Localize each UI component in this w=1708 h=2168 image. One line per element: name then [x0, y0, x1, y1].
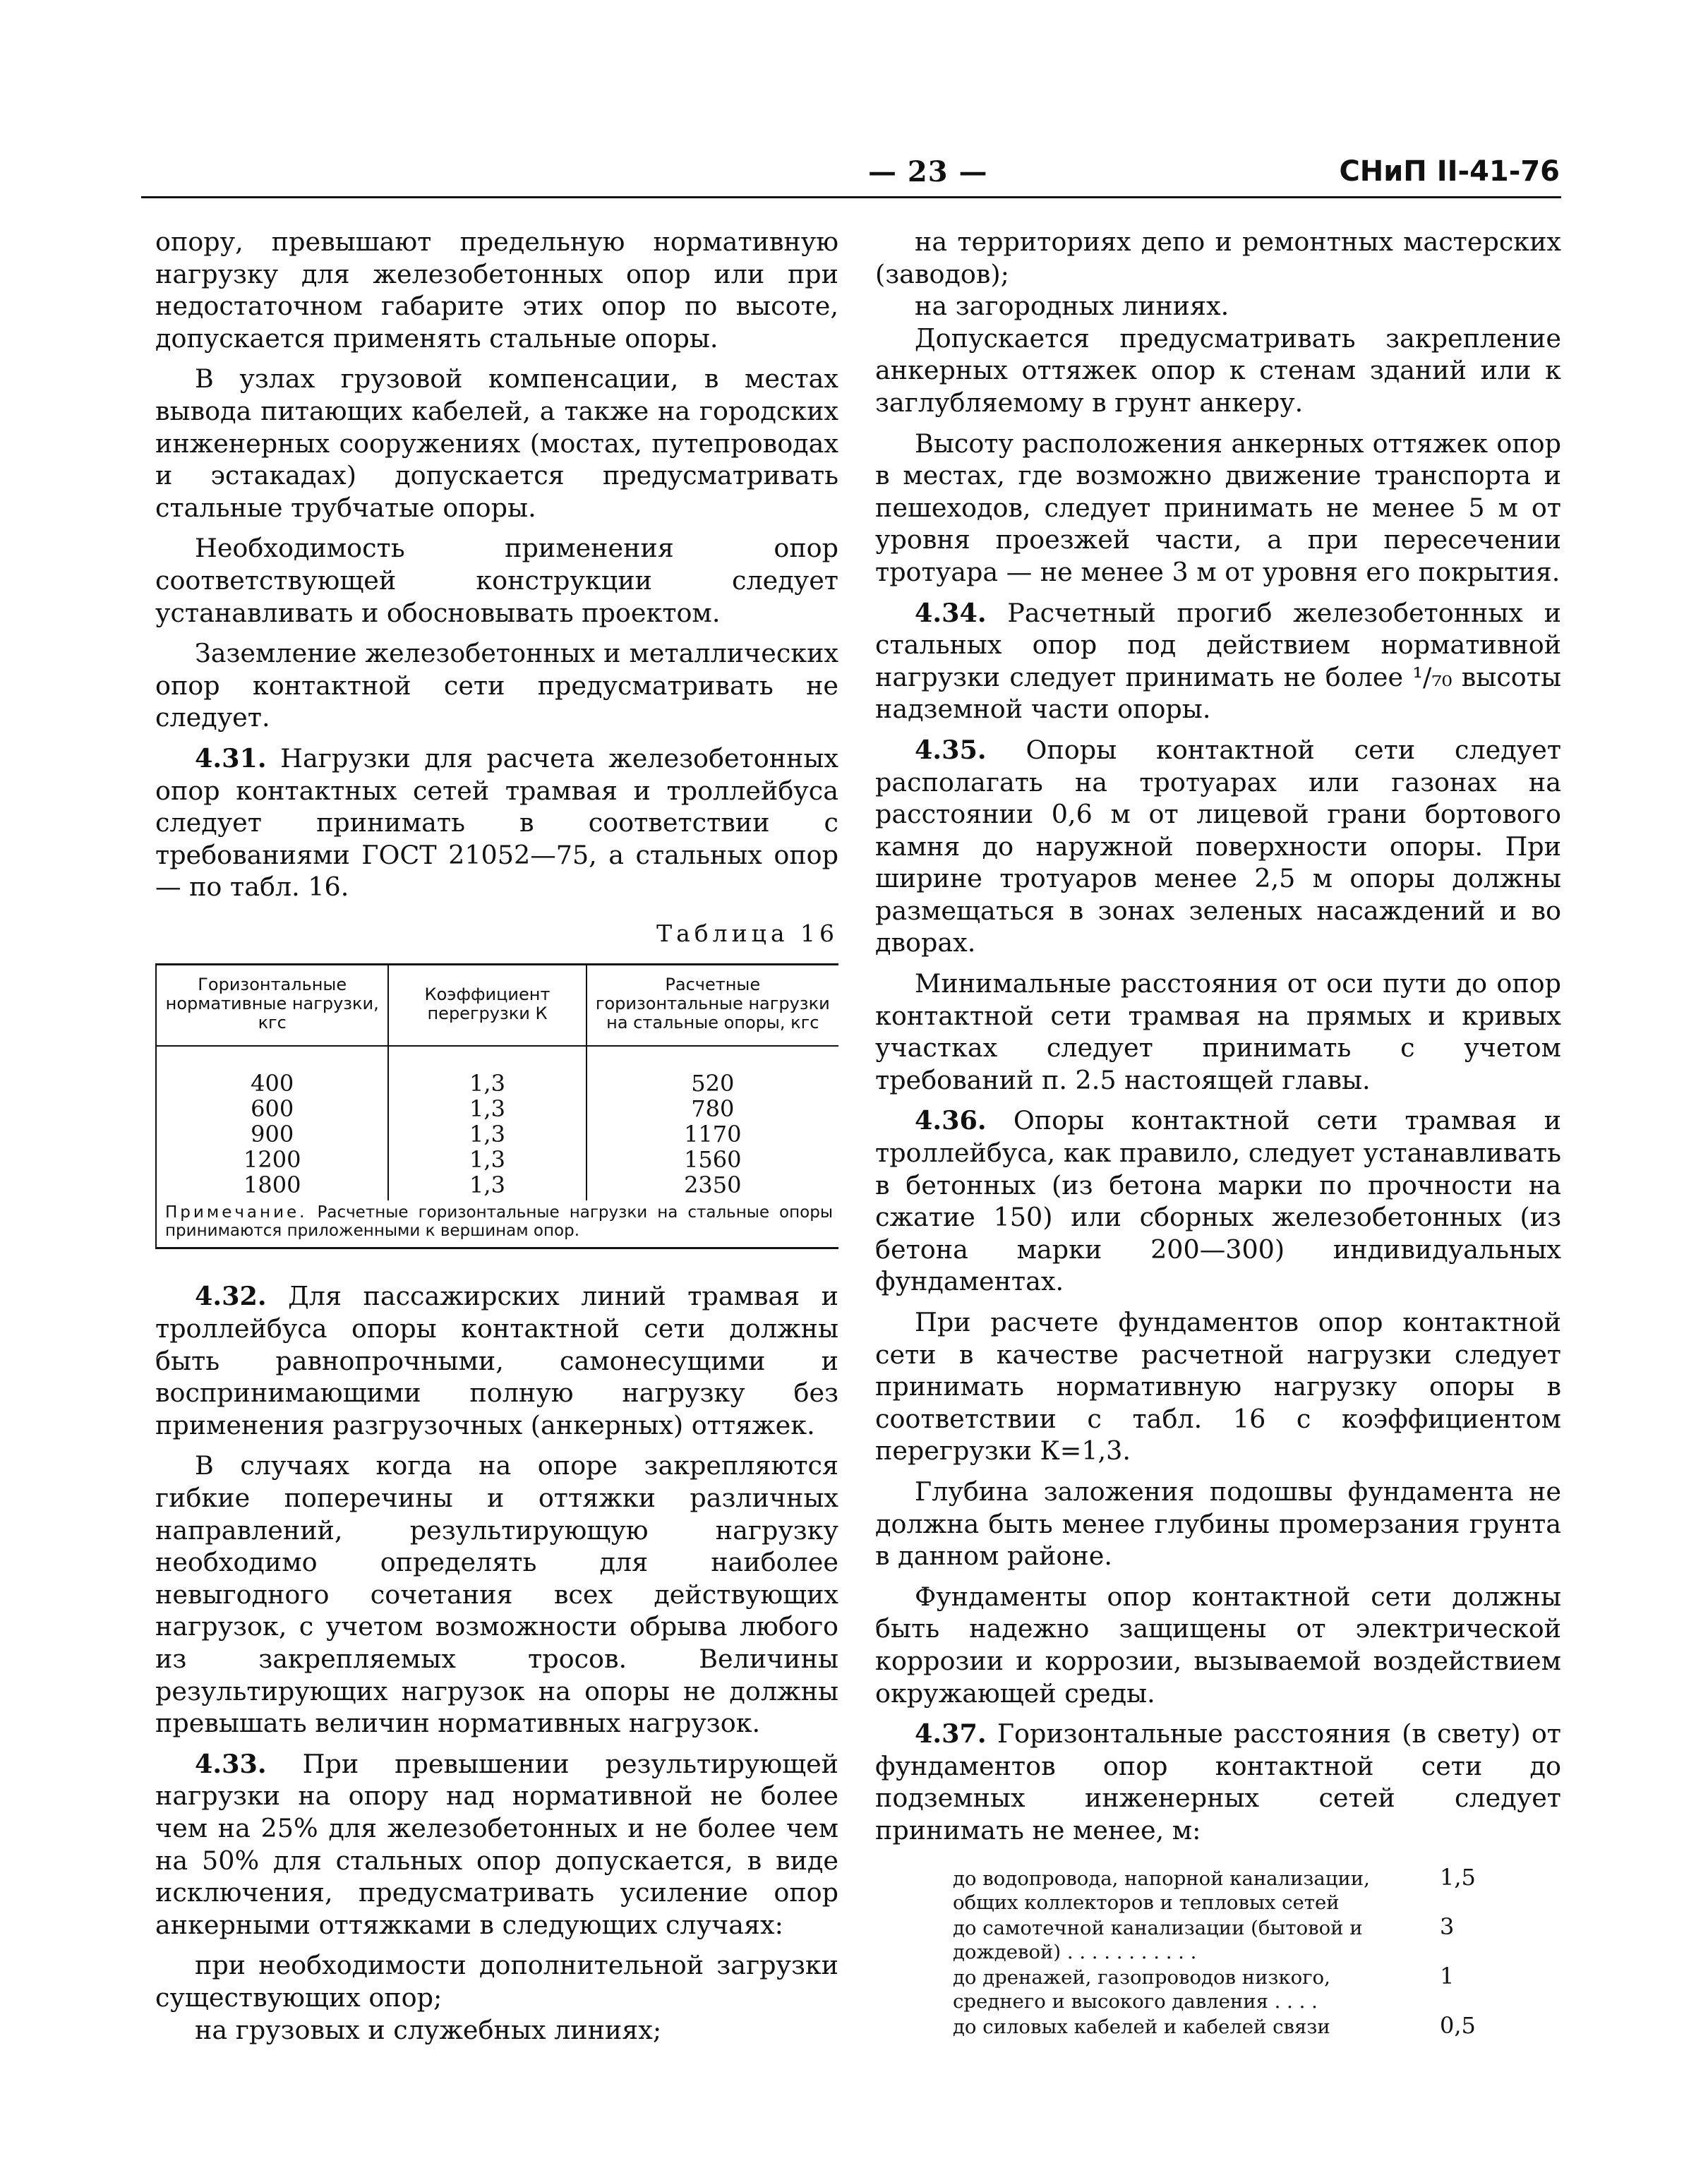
paragraph: Необходимость применения опор соответствующей конструкции следует устанавливать и обосновывать проектом. — [155, 533, 838, 628]
table-cell: 600 — [157, 1096, 388, 1121]
clause-number: 4.32. — [195, 1281, 267, 1312]
column-header: Расчетные горизонтальные нагрузки на стальные опоры, кгс — [587, 965, 838, 1046]
clause-text: Нагрузки для расчета железобетонных опор контактных сетей трамвая и троллейбуса следует принимать в соответствии с требованиями ГОСТ 21052—75, а стальных опор— по табл. 16. — [155, 742, 839, 903]
column-header: Коэффициент перегрузки К — [388, 965, 586, 1046]
clause-4-31 — [155, 742, 838, 903]
paragraph: опору, превышают предельную нормативную нагрузку для железобетонных опор или при недостаточном габарите этих опор по высоте, допускается применять стальные опоры. — [155, 227, 838, 354]
note-label: Примечание. — [165, 1203, 308, 1222]
clause-text: Опоры контактной сети следует располагать на тротуарах или газонах на расстоянии 0,6 м от лицевой грани бортового камня до наружной поверхности опоры. При ширине тротуаров менее 2,5 м опоры должны размещаться в зонах зеленых насаждений и во дворах. — [875, 734, 1562, 958]
clause-text: Горизонтальные расстояния (в свету) от фундаментов опор контактной сети до подземных инженерных сетей следует принимать не менее, м: — [875, 1718, 1561, 1845]
clause-number: 4.35. — [915, 734, 987, 765]
distance-label: до дренажей, газопроводов низкого, — [953, 1965, 1330, 1989]
paragraph: В узлах грузовой компенсации, в местах вывода питающих кабелей, а также на городских инженерных сооружениях (мостах, путепроводах и эстакадах) допускается предусматривать стальные трубчатые опоры. — [155, 363, 838, 523]
paragraph: на грузовых и служебных линиях; — [195, 2014, 662, 2045]
table-cell: 780 — [691, 1095, 735, 1123]
clause-number: 4.34. — [915, 597, 987, 628]
distance-value: 0,5 — [1440, 2011, 1476, 2039]
distance-label: среднего и высокого давления . . . . — [953, 1989, 1318, 2013]
table-header-row — [157, 965, 838, 1046]
document-code: СНиП II-41-76 — [1339, 155, 1560, 188]
distance-value: 1,5 — [1440, 1863, 1476, 1891]
right-column — [875, 226, 1561, 2039]
table-cell: 1,3 — [388, 1147, 586, 1172]
distance-item — [953, 1915, 1489, 1964]
paragraph: на загородных линиях. — [915, 291, 1229, 322]
distance-label: до водопровода, напорной канализации, — [953, 1867, 1370, 1890]
paragraph: В случаях когда на опоре закрепляются гибкие поперечины и оттяжки различных направлений, результирующую нагрузку необходимо определять для наиболее невыгодного сочетания всех действующих нагрузок, с учетом возможности обрыва любого из закрепляемых тросов. Величины результирующих нагрузок на опоры не должны превышать величин нормативных нагрузок. — [155, 1450, 838, 1739]
column-header: Горизонтальные нормативные нагрузки, кгс — [157, 965, 388, 1046]
note-text: Расчетные горизонтальные нагрузки на стальные опоры принимаются приложенными к вершинам опор. — [165, 1203, 833, 1241]
table-cell: 1800 — [157, 1172, 388, 1200]
clause-number: 4.33. — [195, 1748, 267, 1779]
table-caption: Таблица 16 — [656, 919, 838, 947]
clause-4-36 — [875, 1104, 1561, 1298]
distance-item — [953, 1964, 1489, 2013]
table-row — [157, 1147, 838, 1172]
clause-4-33 — [155, 1748, 838, 1941]
header-rule — [141, 196, 1561, 198]
distance-item — [953, 2013, 1489, 2039]
clause-4-32 — [155, 1280, 838, 1441]
left-column — [155, 226, 838, 2046]
table-cell: 1,3 — [388, 1172, 586, 1200]
paragraph: Высоту расположения анкерных оттяжек опор в местах, где возможно движение транспорта и пешеходов, следует принимать не менее 5 м от уровня проезжей части, а при пересечении тротуара — не менее 3 м от уровня его покрытия. — [875, 428, 1561, 587]
paragraph: при необходимости дополнительной загрузки существующих опор; — [155, 1950, 838, 2013]
table-row — [157, 1096, 838, 1121]
clause-4-35 — [875, 734, 1561, 959]
clause-4-34 — [875, 597, 1561, 725]
distance-label: общих коллекторов и тепловых сетей — [953, 1891, 1340, 1914]
clause-text: Для пассажирских линий трамвая и троллейбуса опоры контактной сети должны быть равнопрочными, самонесущими и воспринимающими полную нагрузку без применения разгрузочных (анкерных) оттяжек. — [155, 1281, 838, 1440]
table-row — [157, 1046, 838, 1096]
table-cell: 1,3 — [388, 1046, 586, 1096]
distance-value: 3 — [1440, 1913, 1455, 1940]
paragraph: При расчете фундаментов опор контактной сети в качестве расчетной нагрузки следует принимать нормативную нагрузку опоры в соответствии с табл. 16 с коэффициентом перегрузки К=1,3. — [875, 1307, 1561, 1467]
table-cell: 1,3 — [388, 1121, 586, 1147]
page-number: — 23 — — [868, 155, 988, 188]
table-cell: 520 — [691, 1070, 735, 1097]
clause-number: 4.37. — [915, 1718, 987, 1750]
table-cell: 1560 — [684, 1146, 742, 1174]
distance-value: 1 — [1440, 1962, 1455, 1989]
paragraph: Фундаменты опор контактной сети должны быть надежно защищены от электрической коррозии и коррозии, вызываемой воздействием окружающей среды. — [875, 1581, 1561, 1709]
table-16 — [155, 963, 838, 1249]
clause-text: Расчетный прогиб железобетонных и стальных опор под действием нормативной нагрузки следует принимать не более ¹/₇₀ высоты надземной части опоры. — [875, 597, 1562, 725]
table-cell: 2350 — [684, 1172, 742, 1199]
clause-text: Опоры контактной сети трамвая и троллейбуса, как правило, следует устанавливать в бетонных (из бетона марки по прочности на сжатие 150) или сборных железобетонных (из бетона марки 200—300) индивидуальных фундаментах. — [875, 1105, 1561, 1297]
clause-4-37 — [875, 1718, 1561, 1846]
clause-number: 4.36. — [915, 1105, 987, 1136]
clause-text: При превышении результирующей нагрузки на опору над нормативной не более чем на 25% для железобетонных и не более чем на 50% для стальных опор допускается, в виде исключения, предусматривать усиление опор анкерными оттяжками в следующих случаях: — [155, 1748, 838, 1940]
paragraph: Заземление железобетонных и металлических опор контактной сети предусматривать не следует. — [155, 638, 838, 733]
distance-label: до самотечной канализации (бытовой и — [953, 1916, 1363, 1939]
paragraph: на территориях депо и ремонтных мастерских (заводов); — [875, 227, 1561, 289]
clause-number: 4.31. — [195, 742, 267, 773]
paragraph: Минимальные расстояния от оси пути до опор контактной сети трамвая на прямых и кривых участках следует принимать с учетом требований п. 2.5 настоящей главы. — [875, 968, 1561, 1095]
page-header — [141, 155, 1560, 189]
paragraph: Допускается предусматривать закрепление анкерных оттяжек опор к стенам зданий или к заглубляемому в грунт анкеру. — [875, 323, 1561, 418]
table-cell: 1200 — [157, 1147, 388, 1172]
table-note — [157, 1200, 838, 1247]
table-cell: 1,3 — [388, 1096, 586, 1121]
table-cell: 1170 — [684, 1121, 742, 1148]
paragraph: Глубина заложения подошвы фундамента не должна быть менее глубины промерзания грунта в данном районе. — [875, 1476, 1561, 1572]
table-cell: 900 — [157, 1121, 388, 1147]
distance-list — [953, 1865, 1489, 2039]
table-row — [157, 1172, 838, 1200]
table-cell: 400 — [157, 1046, 388, 1096]
table-row — [157, 1121, 838, 1147]
distance-label: дождевой) . . . . . . . . . . . — [953, 1940, 1197, 1963]
distance-label: до силовых кабелей и кабелей связи — [953, 2015, 1330, 2038]
distance-item — [953, 1865, 1489, 1915]
